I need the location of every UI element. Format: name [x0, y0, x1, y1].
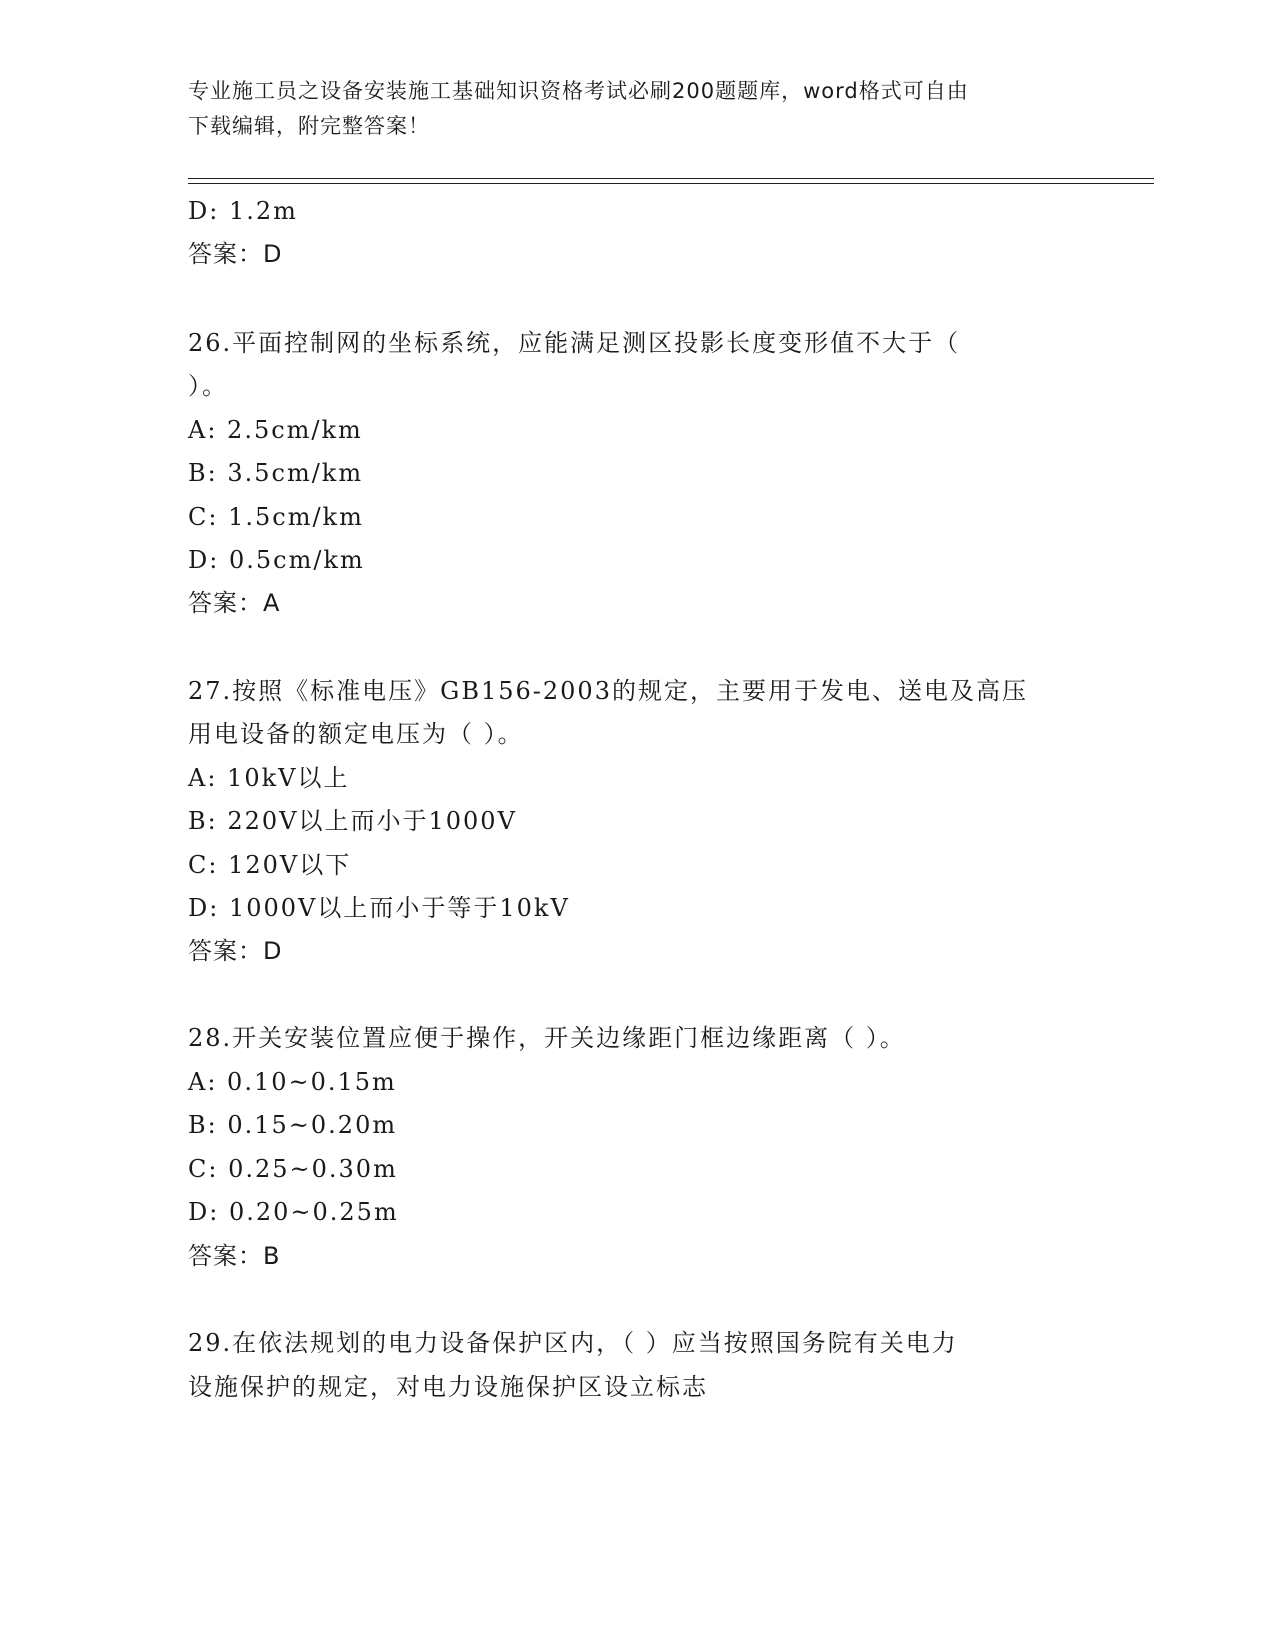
question-27-option-d: D: 1000V以上而小于等于10kV: [188, 894, 570, 922]
question-26-option-a: A: 2.5cm/km: [188, 416, 363, 444]
question-27-answer: 答案：D: [188, 937, 283, 965]
question-27-line-1: 27.按照《标准电压》GB156-2003的规定，主要用于发电、送电及高压: [188, 677, 1028, 705]
question-27-option-b: B: 220V以上而小于1000V: [188, 807, 517, 835]
question-29-line-2: 设施保护的规定，对电力设施保护区设立标志: [188, 1373, 708, 1401]
prev-answer: 答案：D: [188, 240, 283, 268]
question-29-line-1: 29.在依法规划的电力设备保护区内，（ ）应当按照国务院有关电力: [188, 1329, 958, 1357]
question-27-line-2: 用电设备的额定电压为（ ）。: [188, 720, 524, 748]
question-26-option-b: B: 3.5cm/km: [188, 459, 364, 487]
header-line-2: 下载编辑，附完整答案！: [188, 114, 430, 138]
question-26-answer: 答案：A: [188, 589, 281, 617]
prev-option-d: D: 1.2m: [188, 197, 298, 225]
document-header: [188, 74, 1088, 144]
question-27-option-c: C: 120V以下: [188, 851, 352, 879]
question-26-option-d: D: 0.5cm/km: [188, 546, 365, 574]
header-divider-top: [188, 178, 1154, 179]
question-28-answer: 答案：B: [188, 1242, 281, 1270]
question-28-option-d: D: 0.20~0.25m: [188, 1198, 399, 1226]
question-28-option-b: B: 0.15~0.20m: [188, 1111, 398, 1139]
question-28-option-a: A: 0.10~0.15m: [188, 1068, 397, 1096]
question-28-line-1: 28.开关安装位置应便于操作，开关边缘距门框边缘距离（ ）。: [188, 1024, 906, 1052]
question-28-option-c: C: 0.25~0.30m: [188, 1155, 398, 1183]
question-26-line-1: 26.平面控制网的坐标系统，应能满足测区投影长度变形值不大于（: [188, 329, 961, 357]
question-27-option-a: A: 10kV以上: [188, 764, 350, 792]
header-line-1: 专业施工员之设备安装施工基础知识资格考试必刷200题题库，word格式可自由: [188, 79, 969, 103]
question-26-line-2: ）。: [188, 372, 228, 400]
question-26-option-c: C: 1.5cm/km: [188, 503, 364, 531]
header-divider-bottom: [188, 183, 1154, 184]
